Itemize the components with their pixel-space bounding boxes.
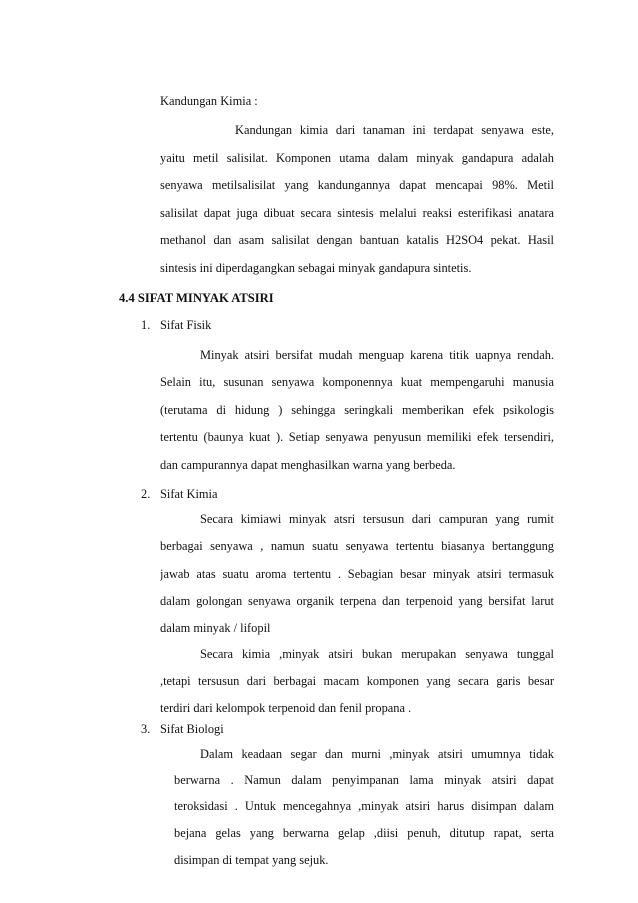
item-number-biologi: 3. <box>141 722 151 736</box>
item-number-fisik: 1. <box>141 318 151 332</box>
kandungan-line-6: sintesis ini diperdagangkan sebagai minyak gandapura sintetis. <box>160 261 472 275</box>
kandungan-line-3: senyawa metilsalisilat yang kandungannya dapat mencapai 98%. Metil <box>160 178 554 192</box>
kandungan-line-2: yaitu metil salisilat. Komponen utama dalam minyak gandapura adalah <box>160 151 554 165</box>
kimia-line-2: berbagai senyawa , namun suatu senyawa tertentu biasanya bertanggung <box>160 539 554 553</box>
kimia-line-6: Secara kimia ,minyak atsiri bukan merupakan senyawa tunggal <box>200 647 554 661</box>
kimia-line-5: dalam minyak / lifopil <box>160 621 271 635</box>
biologi-line-4: bejana gelas yang berwarna gelap ,diisi penuh, ditutup rapat, serta <box>174 826 554 840</box>
biologi-line-5: disimpan di tempat yang sejuk. <box>174 853 329 867</box>
kandungan-line-1: Kandungan kimia dari tanaman ini terdapat senyawa este, <box>235 123 554 137</box>
fisik-line-2: Selain itu, susunan senyawa komponennya kuat mempengaruhi manusia <box>160 375 554 389</box>
kandungan-title: Kandungan Kimia : <box>160 94 258 108</box>
biologi-line-1: Dalam keadaan segar dan murni ,minyak atsiri umumnya tidak <box>200 747 554 761</box>
kandungan-line-4: salisilat dapat juga dibuat secara sintesis melalui reaksi esterifikasi anatara <box>160 206 554 220</box>
fisik-line-3: (terutama di hidung ) sehingga seringkali memberikan efek psikologis <box>160 403 554 417</box>
kimia-line-4: dalam golongan senyawa organik terpena dan terpenoid yang bersifat larut <box>160 594 554 608</box>
fisik-line-4: tertentu (baunya kuat ). Setiap senyawa penyusun memiliki efek tersendiri, <box>160 430 554 444</box>
fisik-line-1: Minyak atsiri bersifat mudah menguap karena titik uapnya rendah. <box>200 348 554 362</box>
biologi-line-3: teroksidasi . Untuk mencegahnya ,minyak atsiri harus disimpan dalam <box>174 799 554 813</box>
section-heading: 4.4 SIFAT MINYAK ATSIRI <box>119 291 274 305</box>
fisik-title: Sifat Fisik <box>160 318 212 332</box>
biologi-line-2: berwarna . Namun dalam penyimpanan lama minyak atsiri dapat <box>174 773 554 787</box>
kimia-line-3: jawab atas suatu aroma tertentu . Sebagian besar minyak atsiri termasuk <box>160 567 554 581</box>
kimia-title: Sifat Kimia <box>160 487 218 501</box>
kimia-line-1: Secara kimiawi minyak atsri tersusun dari campuran yang rumit <box>200 512 554 526</box>
fisik-line-5: dan campurannya dapat menghasilkan warna yang berbeda. <box>160 458 456 472</box>
kimia-line-8: terdiri dari kelompok terpenoid dan fenil propana . <box>160 701 412 715</box>
kandungan-line-5: methanol dan asam salisilat dengan bantuan katalis H2SO4 pekat. Hasil <box>160 233 554 247</box>
kimia-line-7: ,tetapi tersusun dari berbagai macam komponen yang secara garis besar <box>160 674 554 688</box>
item-number-kimia: 2. <box>141 487 151 501</box>
biologi-title: Sifat Biologi <box>160 722 224 736</box>
